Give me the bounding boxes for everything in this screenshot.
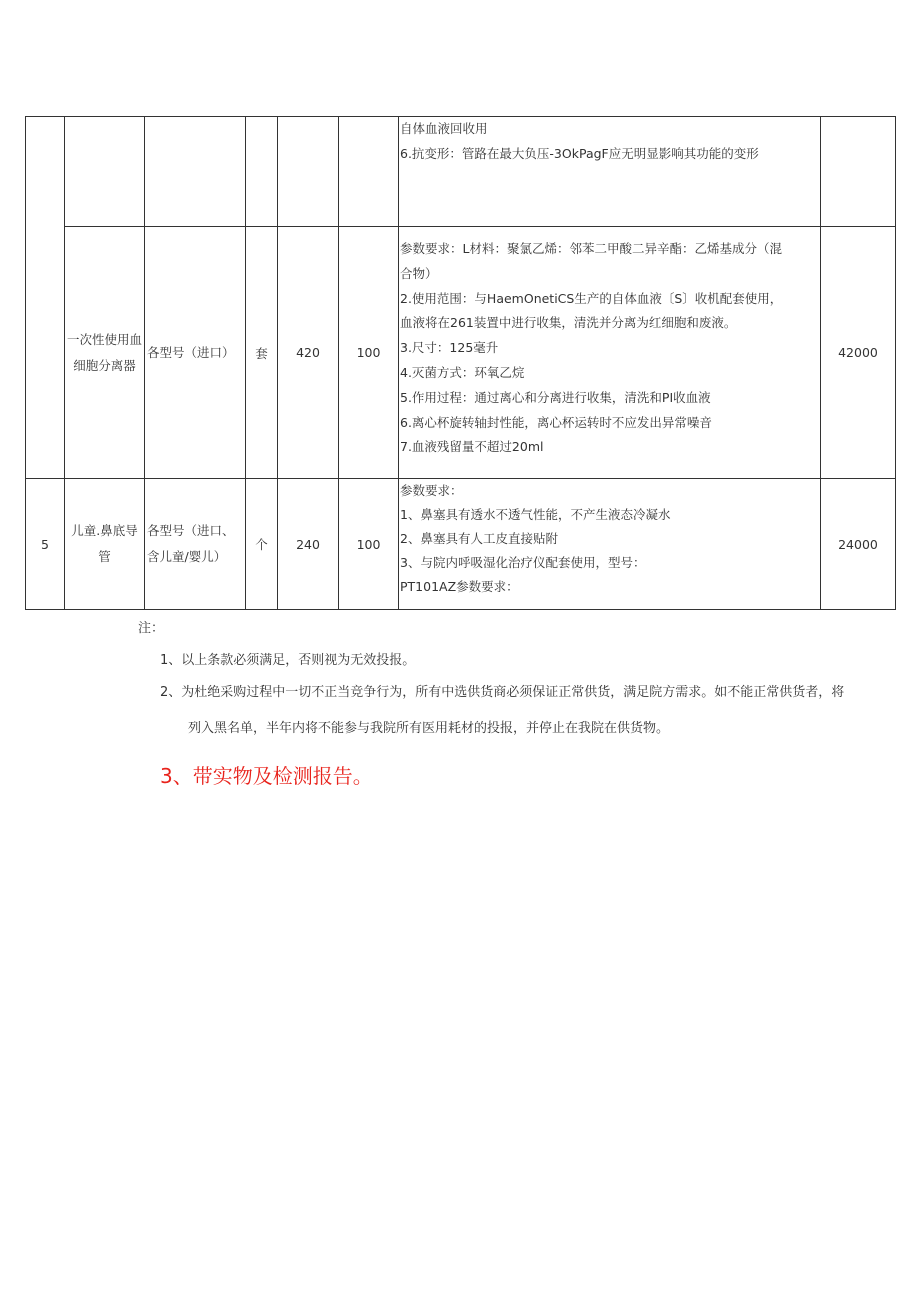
name-cell (65, 117, 145, 227)
unit-cell (246, 117, 278, 227)
table-row (26, 479, 896, 610)
model-cell: 各型号（进口） (145, 227, 246, 479)
desc-line: 合物） (400, 265, 438, 281)
desc-line: 2、鼻塞具有人工皮直接贴附 (400, 531, 558, 546)
note-item-3: 3、带实物及检测报告。 (160, 764, 373, 788)
desc-line: 5.作用过程：通过离心和分离进行收集，清洗和PI收血液 (400, 389, 711, 405)
note-item-1: 1、以上条款必须满足，否则视为无效投报。 (160, 653, 416, 668)
name-cell: 一次性使用血细胞分离器 (65, 227, 145, 479)
desc-line: 3.尺寸：125毫升 (400, 340, 499, 356)
desc-line: PT101AZ参数要求： (400, 579, 519, 594)
desc-cell (399, 117, 821, 227)
desc-cell (399, 479, 821, 610)
desc-line: 3、与院内呼吸湿化治疗仪配套使用，型号： (400, 555, 646, 570)
desc-line: 2.使用范围：与HaemOnetiCS生产的自体血液〔S〕收机配套使用， (400, 290, 783, 306)
desc-line: 参数要求： (400, 483, 463, 498)
unit-cell: 套 (246, 227, 278, 479)
notes-heading: 注： (138, 621, 165, 636)
desc-line: 1、鼻塞具有透水不透气性能，不产生液态冷凝水 (400, 507, 671, 522)
desc-line: 4.灭菌方式：环氧乙烷 (400, 364, 525, 380)
desc-line: 自体血液回收用 (400, 121, 488, 136)
qty-cell (278, 117, 339, 227)
total-cell: 24000 (821, 479, 896, 610)
desc-line: 血液将在261装置中进行收集，清洗并分离为红细胞和废液。 (400, 315, 737, 331)
unit-cell: 个 (246, 479, 278, 610)
desc-line: 7.血液残留量不超过20ml (400, 439, 544, 455)
desc-cell (399, 227, 821, 479)
model-cell (145, 117, 246, 227)
desc-line: 6.离心杯旋转轴封性能，离心杯运转时不应发出异常噪音 (400, 414, 712, 430)
note-item-2: 2、为杜绝采购过程中一切不正当竞争行为，所有中选供货商必须保证正常供货，满足院方需求。如不能正常供货者，将 (160, 685, 845, 700)
desc-line: 6.抗变形：管路在最大负压-3OkPagF应无明显影响其功能的变形 (400, 145, 759, 161)
index-cell: 5 (26, 479, 65, 610)
note-item-2-continued: 列入黑名单，半年内将不能参与我院所有医用耗材的投报，并停止在我院在供货物。 (188, 721, 670, 736)
name-cell: 儿童.鼻底导管 (65, 479, 145, 610)
price-cell: 100 (339, 479, 399, 610)
table-row (26, 227, 896, 479)
price-cell: 100 (339, 227, 399, 479)
qty-cell: 240 (278, 479, 339, 610)
model-cell: 各型号（进口、含儿童/婴儿） (145, 479, 246, 610)
desc-line: 参数要求：L材料：聚氯乙烯：邻苯二甲酸二异辛酯：乙烯基成分（混 (400, 241, 782, 256)
total-cell (821, 117, 896, 227)
table-row (26, 117, 896, 227)
price-cell (339, 117, 399, 227)
qty-cell: 420 (278, 227, 339, 479)
index-cell (26, 117, 65, 479)
spec-table (25, 116, 896, 610)
total-cell: 42000 (821, 227, 896, 479)
